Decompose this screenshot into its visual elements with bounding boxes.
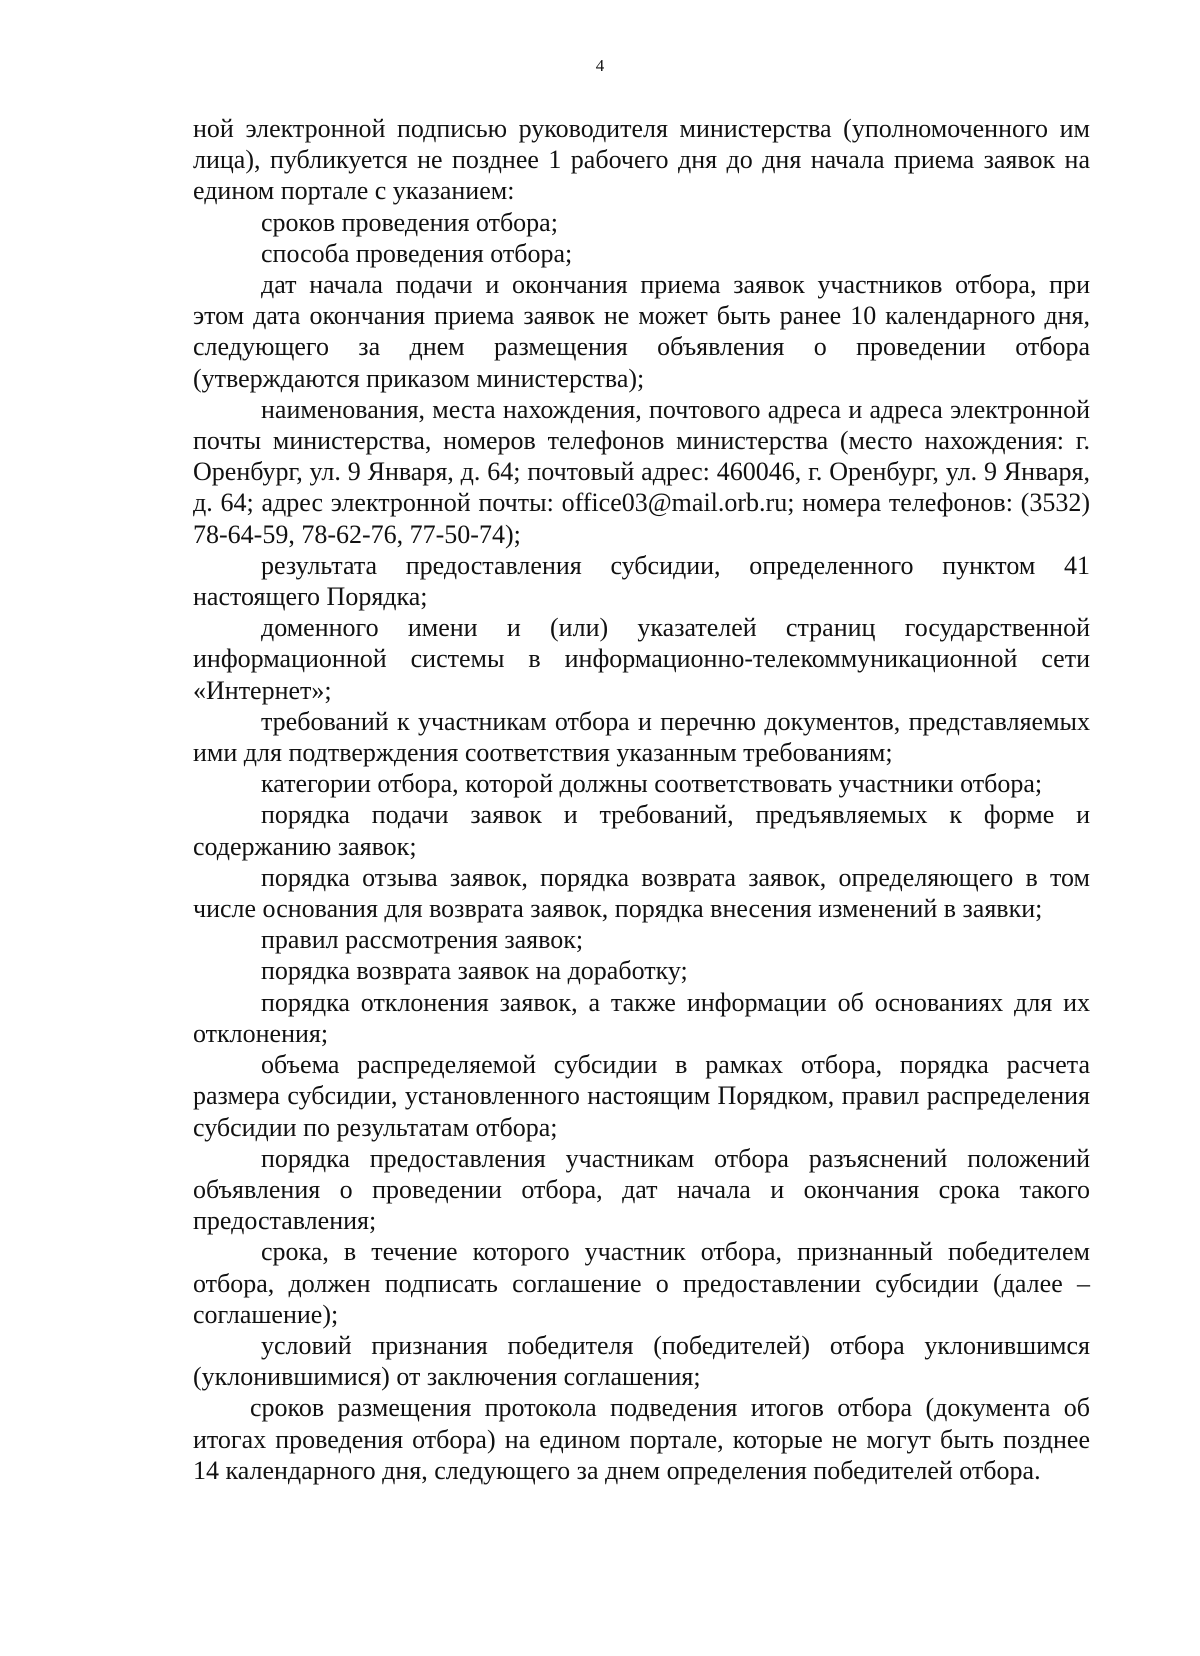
list-item-subsidy-result: результата предоставления субсидии, определенного пунктом 41 настоящего Порядка; (193, 550, 1090, 612)
list-item-clarifications: порядка предоставления участникам отбора разъяснений положений объявления о проведении отбора, дат начала и окончания срока такого предоставления; (193, 1143, 1090, 1236)
page-number: 4 (595, 56, 605, 75)
list-item-agreement-deadline: срока, в течение которого участник отбора, признанный победителем отбора, должен подписать соглашение о предоставлении субсидии (далее – соглашение); (193, 1237, 1090, 1329)
list-item-protocol-placement: сроков размещения протокола подведения итогов отбора (документа об итогах проведения отбора) на едином портале, которые не могут быть позднее 14 календарного дня, следующего за днем определения победителей отбора. (193, 1393, 1090, 1485)
list-item-application-procedure: порядка подачи заявок и требований, предъявляемых к форме и содержанию заявок; (193, 800, 1090, 861)
list-item-return-for-revision: порядка возврата заявок на доработку; (261, 956, 688, 986)
list-item-application-withdrawal: порядка отзыва заявок, порядка возврата заявок, определяющего в том числе основания для возврата заявок, порядка внесения изменений в заявки; (193, 862, 1090, 924)
document-body (193, 113, 1090, 1486)
list-item-selection-category: категории отбора, которой должны соответствовать участники отбора; (261, 769, 1043, 799)
paragraph-intro-continuation: ной электронной подписью руководителя министерства (уполномоченного им лица), публикуется не позднее 1 рабочего дня до дня начала приема заявок на едином портале с указанием: (193, 114, 1090, 206)
list-item-evasion-conditions: условий признания победителя (победителей) отбора уклонившимся (уклонившимися) от заключения соглашения; (193, 1330, 1090, 1392)
list-item-domain-name: доменного имени и (или) указателей страниц государственной информационной системы в информационно-телекоммуникационной сети «Интернет»; (193, 613, 1090, 705)
list-item-review-rules: правил рассмотрения заявок; (261, 925, 584, 955)
list-item-selection-method: способа проведения отбора; (261, 238, 573, 268)
list-item-rejection-procedure: порядка отклонения заявок, а также информации об основаниях для их отклонения; (193, 987, 1090, 1048)
list-item-subsidy-volume: объема распределяемой субсидии в рамках отбора, порядка расчета размера субсидии, установленного настоящим Порядком, правил распределения субсидии по результатам отбора; (193, 1050, 1090, 1142)
list-item-application-dates: дат начала подачи и окончания приема заявок участников отбора, при этом дата окончания приема заявок не может быть ранее 10 календарного дня, следующего за днем размещения объявления о проведении отбора (утверждаются приказом министерства); (193, 270, 1090, 393)
list-item-selection-terms: сроков проведения отбора; (261, 207, 558, 237)
list-item-participant-requirements: требований к участникам отбора и перечню документов, представляемых ими для подтверждения соответствия указанным требованиям; (193, 706, 1090, 768)
list-item-ministry-contacts: наименования, места нахождения, почтового адреса и адреса электронной почты министерства, номеров телефонов министерства (место нахождения: г. Оренбург, ул. 9 Января, д. 64; почтовый адрес: 460046, г. Оренбург, ул. 9 Января, д. 64; адрес электронной почты: office03@mail.orb.ru; номера телефонов: (3532) 78-64-59, 78-62-76, 77-50-74); (193, 394, 1090, 549)
